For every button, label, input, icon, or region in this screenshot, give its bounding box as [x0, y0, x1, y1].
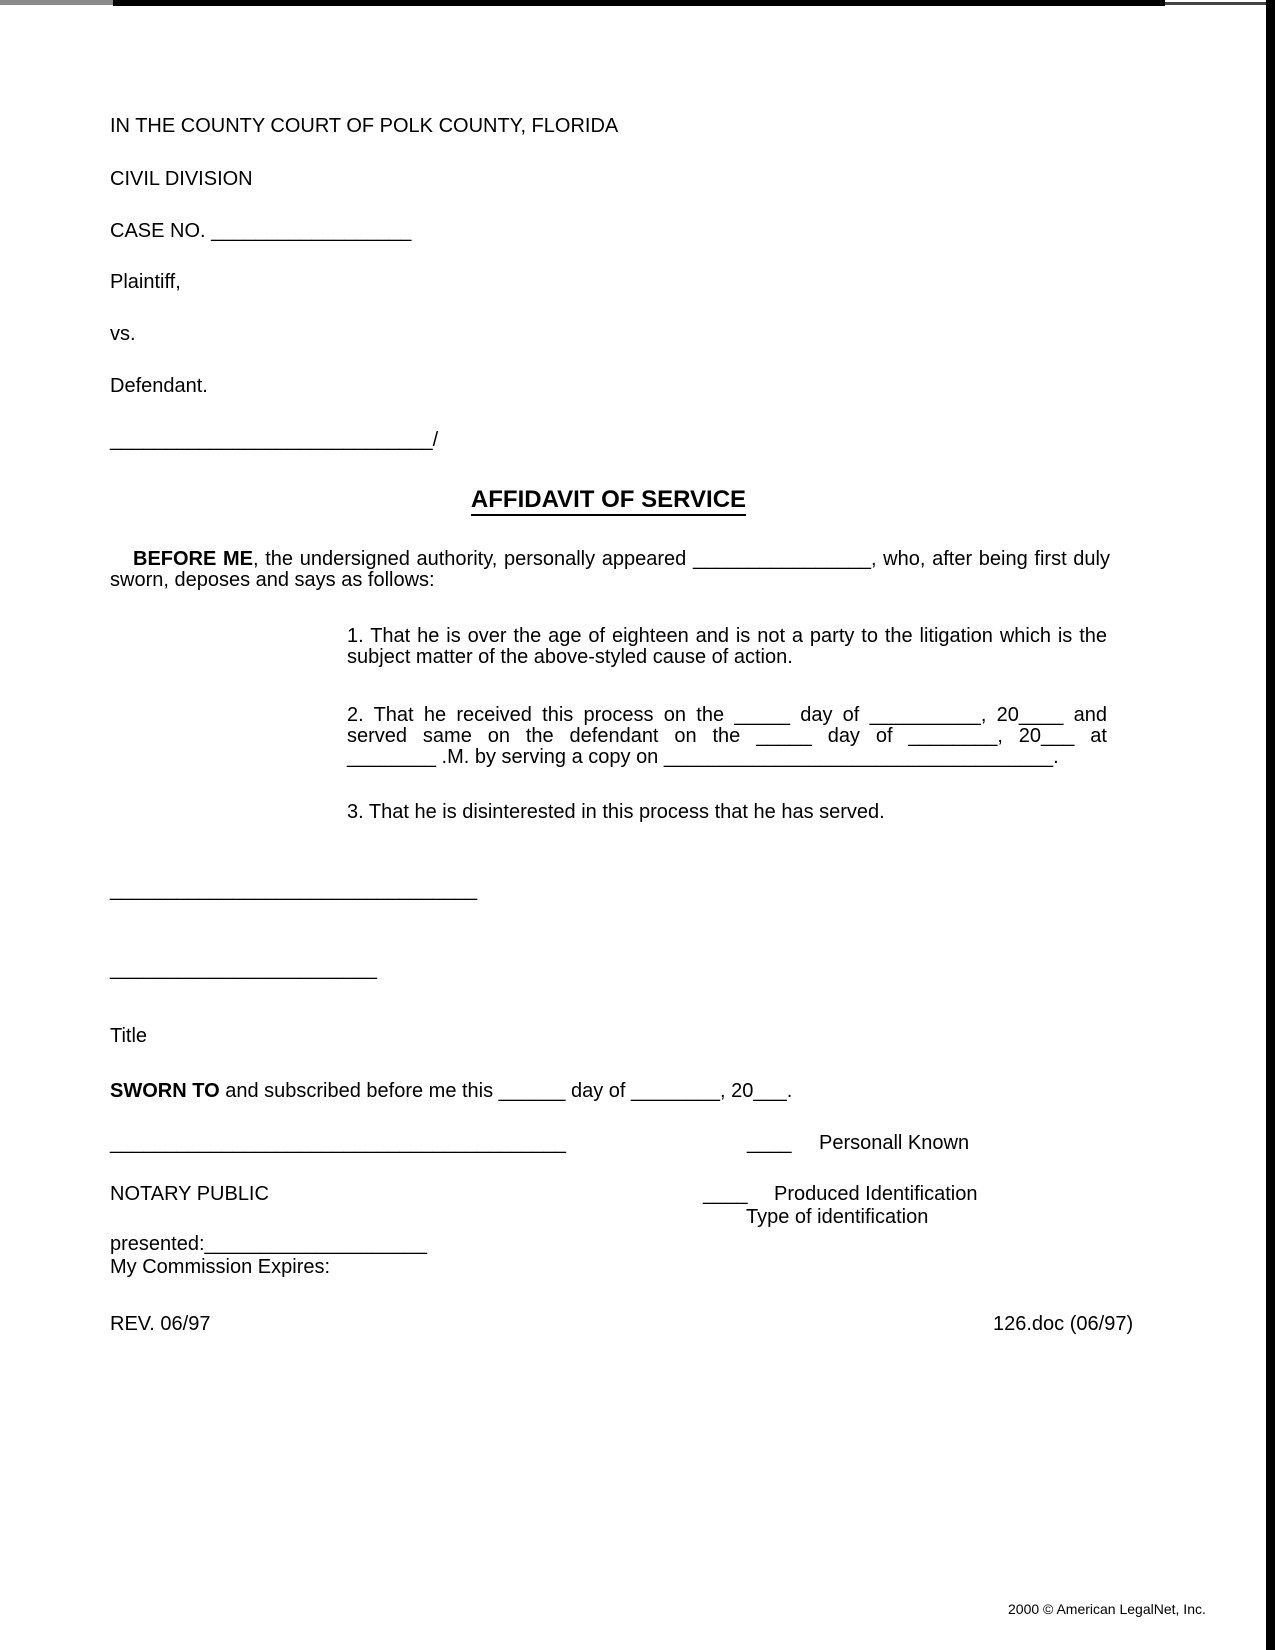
- produced-id-blank: ____: [703, 1183, 748, 1205]
- sworn-to-rest: and subscribed before me this ______ day of ________, 20___.: [219, 1080, 793, 1102]
- scan-edge-top: [113, 0, 1165, 6]
- scan-edge-top-left: [0, 0, 113, 5]
- paragraph-2-line-1: 2. That he received this process on the _____ day of __________, 20____ and: [347, 704, 1107, 726]
- vs-label: vs.: [110, 323, 136, 345]
- before-me-bold: BEFORE ME: [133, 548, 254, 570]
- paragraph-2-line-3: ________ .M. by serving a copy on ___________________________________.: [347, 746, 1059, 768]
- paragraph-1-line-2: subject matter of the above-styled cause of action.: [347, 646, 793, 668]
- notary-signature-row: [110, 1132, 1107, 1154]
- defendant-label: Defendant.: [110, 375, 208, 397]
- intro-paragraph: [110, 549, 1110, 591]
- intro-line-2: sworn, deposes and says as follows:: [110, 569, 435, 591]
- paragraph-1: [347, 626, 1107, 668]
- notary-public-label: NOTARY PUBLIC: [110, 1183, 269, 1205]
- presented-line: presented:____________________: [110, 1233, 427, 1255]
- division-label: CIVIL DIVISION: [110, 168, 253, 190]
- scan-edge-top-right: [1165, 2, 1275, 5]
- notary-public-row: [110, 1183, 1107, 1205]
- paragraph-2: [347, 705, 1107, 768]
- personally-known-label: Personall Known: [819, 1132, 970, 1154]
- paragraph-2-line-2: served same on the defendant on the _____ day of ________, 20___ at: [347, 725, 1107, 747]
- sworn-to-line: [110, 1080, 792, 1102]
- plaintiff-label: Plaintiff,: [110, 271, 181, 293]
- intro-line-1-rest: , the undersigned authority, personally appeared ________________, who, after being first duly: [253, 548, 1110, 570]
- doc-ref-label: 126.doc (06/97): [993, 1313, 1134, 1335]
- revision-label: REV. 06/97: [110, 1313, 211, 1335]
- server-signature-line: _________________________________: [110, 879, 478, 901]
- produced-id-label: Produced Identification: [774, 1183, 978, 1205]
- court-name: IN THE COUNTY COURT OF POLK COUNTY, FLORIDA: [110, 115, 619, 137]
- paragraph-1-line-1: 1. That he is over the age of eighteen and is not a party to the litigation which is the: [347, 625, 1107, 647]
- server-title-line: ________________________: [110, 958, 377, 980]
- commission-line: My Commission Expires:: [110, 1256, 331, 1278]
- title-label: Title: [110, 1025, 148, 1047]
- document-title-text: AFFIDAVIT OF SERVICE: [471, 487, 746, 516]
- sworn-to-bold: SWORN TO: [110, 1080, 220, 1102]
- caption-separator-line: _____________________________/: [110, 429, 439, 451]
- copyright-label: 2000 © American LegalNet, Inc.: [1008, 1601, 1206, 1617]
- case-number-line: CASE NO. __________________: [110, 220, 412, 242]
- document-title: [110, 487, 1107, 516]
- notary-signature-line: _________________________________________: [110, 1132, 567, 1154]
- intro-line-1: [110, 549, 1110, 570]
- paragraph-3: 3. That he is disinterested in this process that he has served.: [347, 801, 885, 823]
- personally-known-blank: ____: [747, 1132, 792, 1154]
- type-of-id-label: Type of identification: [746, 1206, 929, 1228]
- scan-edge-right: [1266, 0, 1275, 1650]
